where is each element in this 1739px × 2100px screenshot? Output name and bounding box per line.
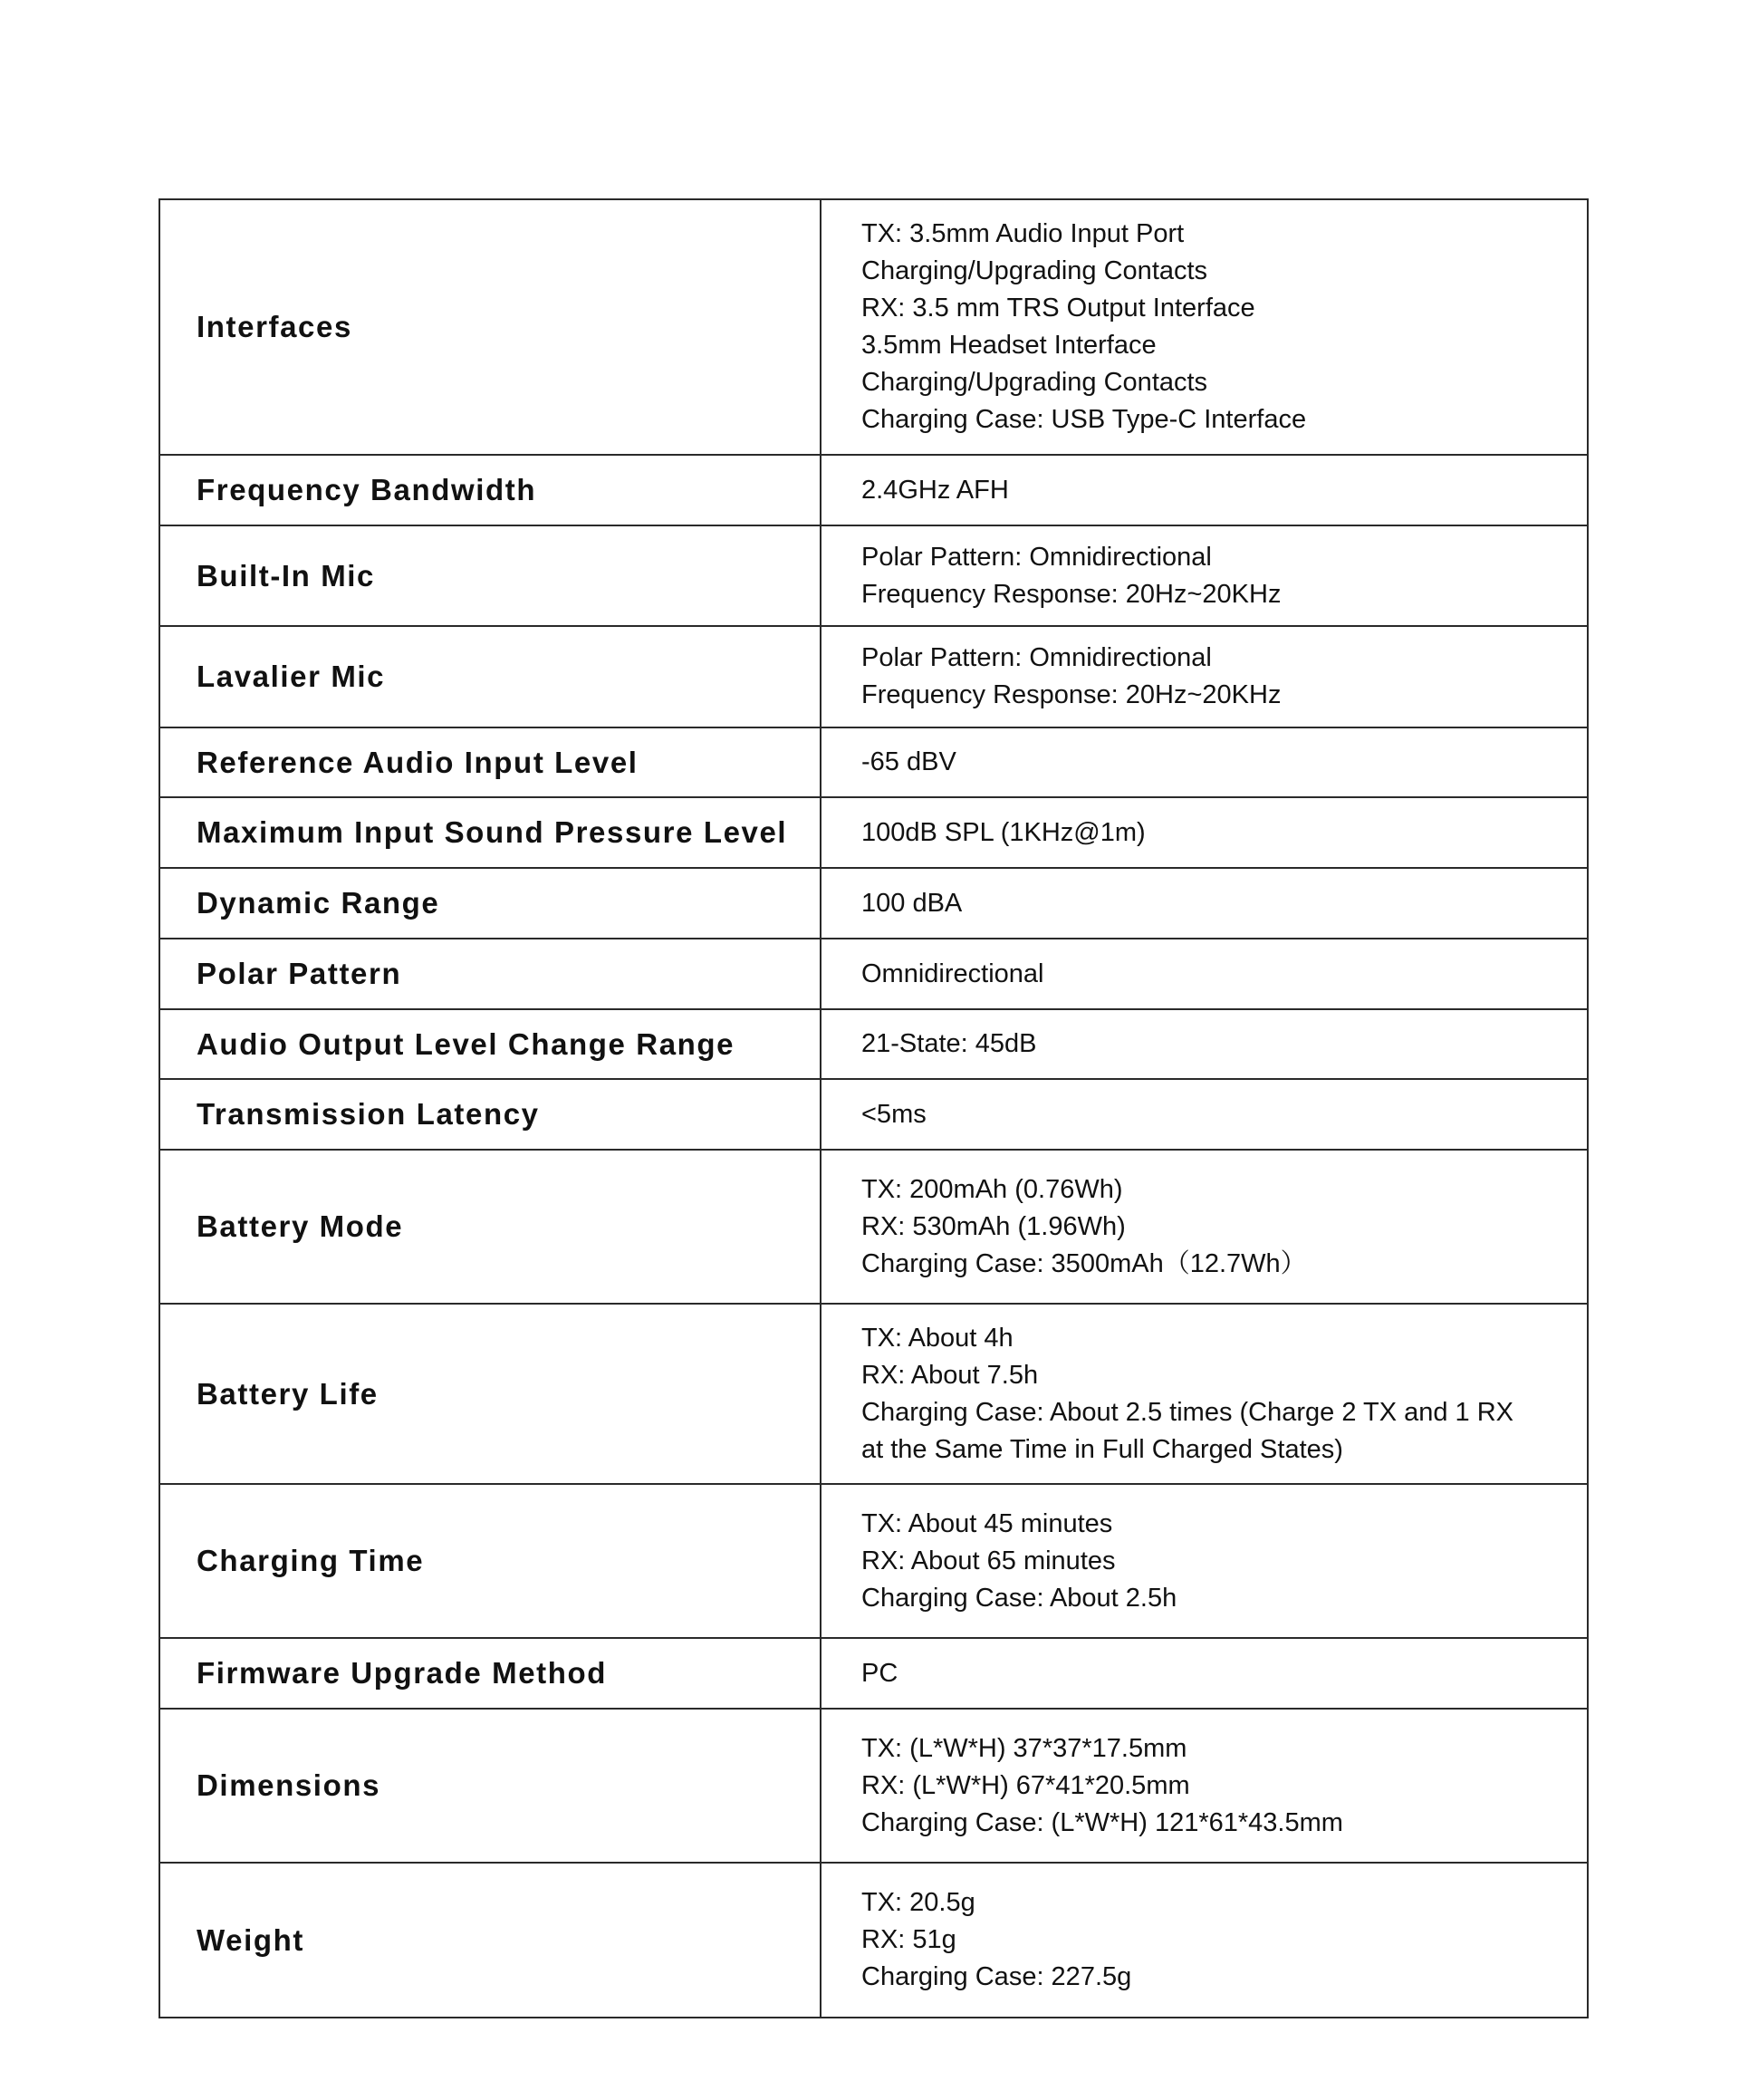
spec-label: Polar Pattern	[159, 939, 821, 1009]
spec-label: Maximum Input Sound Pressure Level	[159, 797, 821, 868]
specifications-table	[159, 198, 1589, 2018]
spec-value	[821, 1484, 1588, 1638]
spec-label: Frequency Bandwidth	[159, 455, 821, 525]
spec-row-battery-mode	[159, 1150, 1588, 1304]
spec-label: Transmission Latency	[159, 1079, 821, 1150]
spec-value	[821, 626, 1588, 727]
spec-value-line: Charging Case: (L*W*H) 121*61*43.5mm	[861, 1807, 1343, 1837]
spec-row-dynamic-range	[159, 868, 1588, 939]
spec-value	[821, 1150, 1588, 1304]
spec-value-line: Charging/Upgrading Contacts	[861, 368, 1208, 397]
spec-value-line: -65 dBV	[861, 747, 956, 776]
spec-value-line: Charging Case: 3500mAh（12.7Wh）	[861, 1248, 1307, 1278]
spec-label: Dynamic Range	[159, 868, 821, 939]
spec-label: Audio Output Level Change Range	[159, 1009, 821, 1079]
spec-value	[821, 797, 1588, 868]
spec-row-audio-output-level-change-range	[159, 1009, 1588, 1079]
spec-label: Firmware Upgrade Method	[159, 1638, 821, 1709]
spec-row-dimensions	[159, 1709, 1588, 1863]
spec-label: Charging Time	[159, 1484, 821, 1638]
spec-value-line: PC	[861, 1658, 898, 1688]
spec-value-line: TX: 20.5g	[861, 1888, 975, 1917]
spec-value-line: Frequency Response: 20Hz~20KHz	[861, 579, 1282, 609]
spec-row-weight	[159, 1863, 1588, 2018]
spec-value-line: Charging Case: 227.5g	[861, 1962, 1132, 1991]
spec-value-line: Charging Case: USB Type-C Interface	[861, 405, 1307, 434]
spec-label: Battery Life	[159, 1304, 821, 1484]
spec-value	[821, 1304, 1588, 1484]
spec-value-line: Omnidirectional	[861, 958, 1044, 988]
spec-value-line: RX: 51g	[861, 1925, 956, 1954]
spec-row-reference-audio-input-level	[159, 727, 1588, 797]
spec-row-interfaces	[159, 199, 1588, 455]
spec-value-line: at the Same Time in Full Charged States)	[861, 1434, 1343, 1464]
spec-value-line: 2.4GHz AFH	[861, 475, 1009, 505]
spec-value	[821, 1863, 1588, 2018]
spec-value-line: Frequency Response: 20Hz~20KHz	[861, 680, 1282, 709]
spec-row-maximum-input-spl	[159, 797, 1588, 868]
spec-value-line: <5ms	[861, 1099, 927, 1129]
spec-value	[821, 1638, 1588, 1709]
spec-value-line: TX: 200mAh (0.76Wh)	[861, 1174, 1123, 1204]
spec-label: Reference Audio Input Level	[159, 727, 821, 797]
spec-row-lavalier-mic	[159, 626, 1588, 727]
spec-value-line: Charging Case: About 2.5h	[861, 1583, 1177, 1613]
spec-value-line: Charging Case: About 2.5 times (Charge 2 TX and 1 RX	[861, 1397, 1514, 1427]
spec-value-line: TX: (L*W*H) 37*37*17.5mm	[861, 1733, 1187, 1763]
spec-value-line: 3.5mm Headset Interface	[861, 331, 1157, 360]
spec-label: Dimensions	[159, 1709, 821, 1863]
spec-value	[821, 199, 1588, 455]
spec-value	[821, 455, 1588, 525]
spec-value	[821, 939, 1588, 1009]
spec-value-line: RX: About 7.5h	[861, 1360, 1039, 1390]
spec-value	[821, 1079, 1588, 1150]
spec-value-line: RX: About 65 minutes	[861, 1546, 1116, 1575]
spec-value-line: TX: About 45 minutes	[861, 1508, 1113, 1538]
spec-row-polar-pattern	[159, 939, 1588, 1009]
spec-label: Built-In Mic	[159, 525, 821, 626]
spec-label: Battery Mode	[159, 1150, 821, 1304]
spec-value-line: TX: About 4h	[861, 1323, 1014, 1353]
spec-value-line: 100 dBA	[861, 888, 963, 918]
spec-value-line: Polar Pattern: Omnidirectional	[861, 542, 1212, 572]
spec-label: Lavalier Mic	[159, 626, 821, 727]
spec-value-line: RX: 3.5 mm TRS Output Interface	[861, 294, 1255, 323]
spec-value	[821, 525, 1588, 626]
spec-value	[821, 868, 1588, 939]
spec-value-line: RX: (L*W*H) 67*41*20.5mm	[861, 1770, 1190, 1800]
spec-row-built-in-mic	[159, 525, 1588, 626]
spec-value-line: 100dB SPL (1KHz@1m)	[861, 817, 1146, 847]
spec-value	[821, 1009, 1588, 1079]
spec-label: Interfaces	[159, 199, 821, 455]
spec-value-line: 21-State: 45dB	[861, 1029, 1037, 1058]
spec-row-frequency-bandwidth	[159, 455, 1588, 525]
spec-row-battery-life	[159, 1304, 1588, 1484]
spec-value-line: RX: 530mAh (1.96Wh)	[861, 1211, 1126, 1241]
spec-value-line: Charging/Upgrading Contacts	[861, 256, 1208, 285]
spec-row-firmware-upgrade-method	[159, 1638, 1588, 1709]
spec-value	[821, 727, 1588, 797]
spec-value	[821, 1709, 1588, 1863]
spec-value-line: Polar Pattern: Omnidirectional	[861, 643, 1212, 672]
spec-row-charging-time	[159, 1484, 1588, 1638]
spec-label: Weight	[159, 1863, 821, 2018]
spec-row-transmission-latency	[159, 1079, 1588, 1150]
spec-value-line: TX: 3.5mm Audio Input Port	[861, 219, 1185, 248]
